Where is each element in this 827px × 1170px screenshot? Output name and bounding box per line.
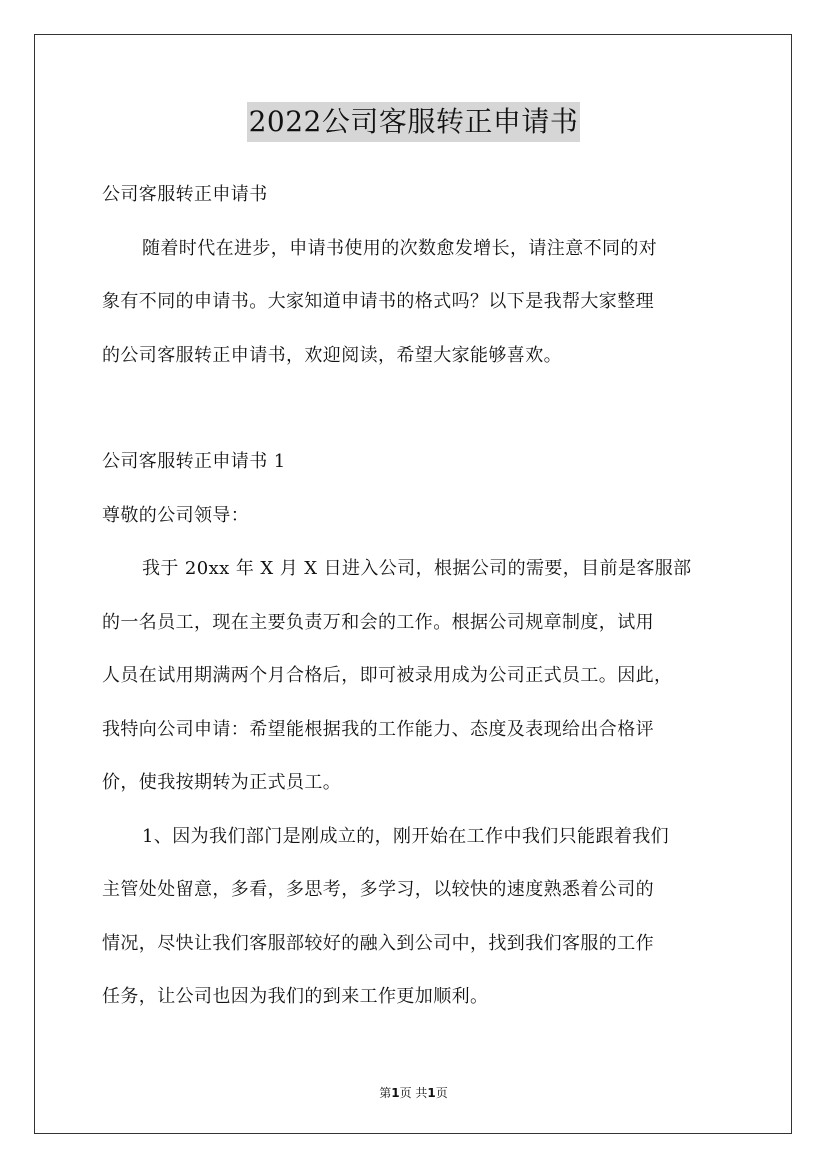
footer-mid: 页 共 (399, 1086, 428, 1100)
footer-suffix: 页 (435, 1086, 448, 1100)
document-title: 2022公司客服转正申请书 (247, 102, 581, 142)
paragraph-line: 的一名员工，现在主要负责万和会的工作。根据公司规章制度，试用 (102, 611, 654, 633)
paragraph-line: 人员在试用期满两个月合格后，即可被录用成为公司正式员工。因此， (102, 665, 673, 686)
section-heading: 公司客服转正申请书 (102, 184, 268, 205)
paragraph-line: 情况，尽快让我们客服部较好的融入到公司中，找到我们客服的工作 (102, 932, 654, 954)
paragraph-line: 象有不同的申请书。大家知道申请书的格式吗？以下是我帮大家整理 (102, 291, 654, 312)
blank-spacer (102, 382, 742, 435)
paragraph-line: 1、因为我们部门是刚成立的，刚开始在工作中我们只能跟着我们 (142, 825, 670, 847)
section-heading: 公司客服转正申请书 1 (102, 451, 286, 472)
paragraph-line: 随着时代在进步，申请书使用的次数愈发增长，请注意不同的对 (142, 237, 658, 259)
salutation: 尊敬的公司领导： (102, 504, 250, 526)
page-footer (0, 1084, 827, 1101)
paragraph-line: 价，使我按期转为正式员工。 (102, 772, 342, 793)
paragraph-line: 我于 20xx 年 X 月 X 日进入公司，根据公司的需要，目前是客服部 (142, 558, 692, 579)
document-body (102, 168, 742, 1024)
footer-page-total: 1 (427, 1086, 436, 1100)
footer-prefix: 第 (379, 1086, 392, 1100)
paragraph-line: 主管处处留意，多看，多思考，多学习，以较快的速度熟悉着公司的 (102, 879, 654, 900)
title-container (0, 102, 827, 142)
paragraph-line: 我特向公司申请：希望能根据我的工作能力、态度及表现给出合格评 (102, 718, 654, 740)
paragraph-line: 的公司客服转正申请书，欢迎阅读，希望大家能够喜欢。 (102, 344, 562, 366)
paragraph-line: 任务，让公司也因为我们的到来工作更加顺利。 (102, 986, 489, 1007)
footer-page-current: 1 (391, 1086, 400, 1100)
